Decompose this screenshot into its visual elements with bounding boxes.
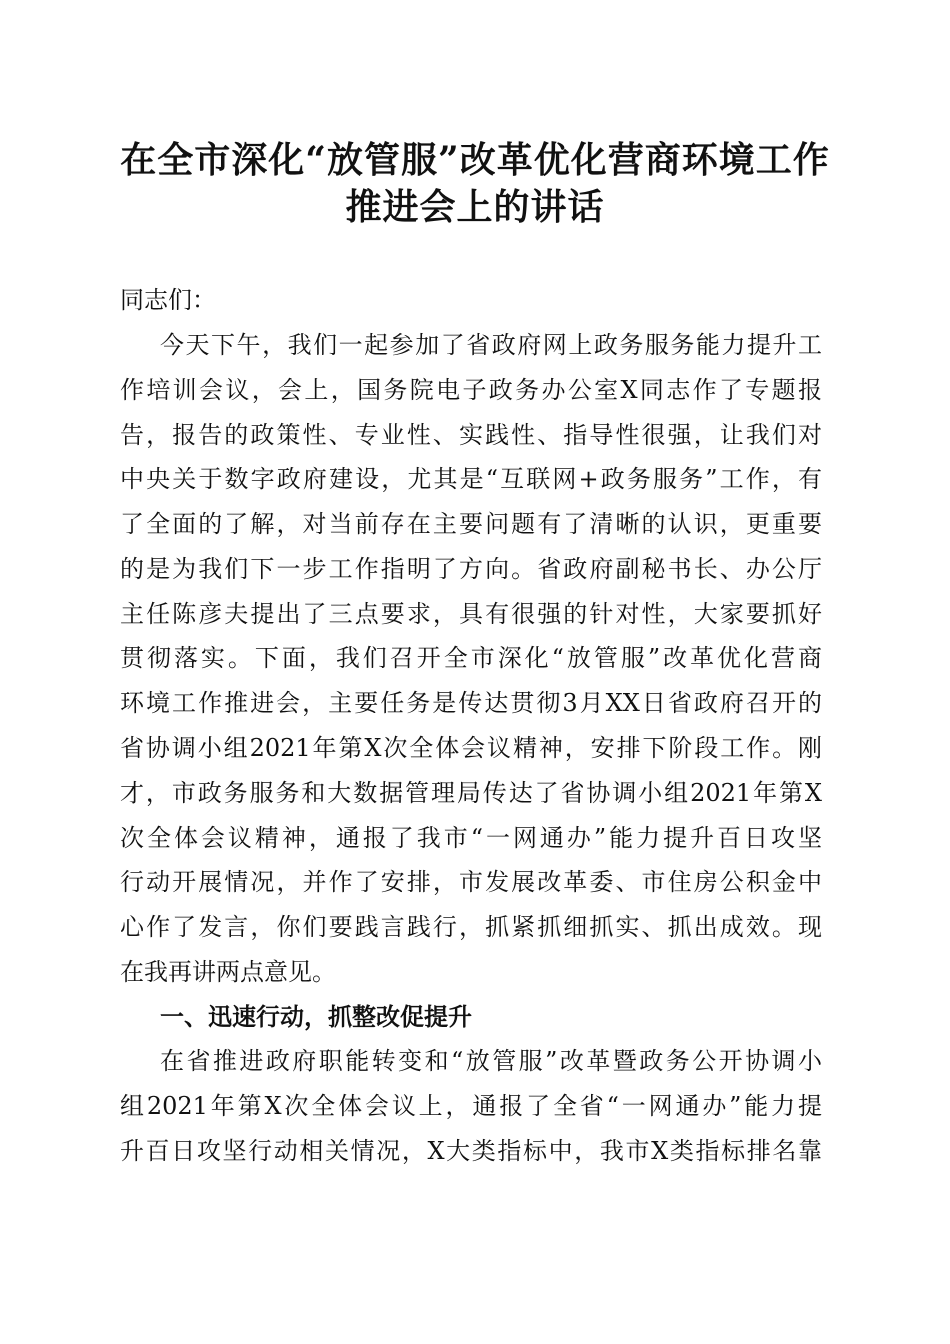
- paragraph-line: 贯彻落实。下面，我们召开全市深化“放管服”改革优化营商: [120, 644, 822, 672]
- paragraph-line: 在省推进政府职能转变和“放管服”改革暨政务公开协调小: [160, 1047, 822, 1075]
- paragraph-line: 行动开展情况，并作了安排，市发展改革委、市住房公积金中: [120, 868, 822, 896]
- paragraph-line: 告，报告的政策性、专业性、实践性、指导性很强，让我们对: [120, 421, 822, 449]
- paragraph-line: 作培训会议，会上，国务院电子政务办公室X同志作了专题报: [120, 376, 822, 404]
- section-heading: 一、迅速行动，抓整改促提升: [160, 1003, 472, 1031]
- document-title-line-1: 在全市深化“放管服”改革优化营商环境工作: [120, 139, 830, 181]
- paragraph-line: 了全面的了解，对当前存在主要问题有了清晰的认识，更重要: [120, 510, 822, 538]
- paragraph-line: 组2021年第X次全体会议上，通报了全省“一网通办”能力提: [120, 1092, 822, 1120]
- paragraph-line: 中央关于数字政府建设，尤其是“互联网+政务服务”工作，有: [120, 465, 822, 493]
- paragraph-line: 今天下午，我们一起参加了省政府网上政务服务能力提升工: [160, 331, 822, 359]
- paragraph-line: 省协调小组2021年第X次全体会议精神，安排下阶段工作。刚: [120, 734, 822, 762]
- paragraph-line: 在我再讲两点意见。: [120, 958, 336, 986]
- salutation: 同志们：: [120, 286, 216, 314]
- paragraph-line: 的是为我们下一步工作指明了方向。省政府副秘书长、办公厅: [120, 555, 822, 583]
- paragraph-line: 环境工作推进会，主要任务是传达贯彻3月XX日省政府召开的: [120, 689, 822, 717]
- document-title-line-2: 推进会上的讲话: [345, 186, 605, 228]
- paragraph-line: 升百日攻坚行动相关情况，X大类指标中，我市X类指标排名靠: [120, 1137, 822, 1165]
- paragraph-line: 才，市政务服务和大数据管理局传达了省协调小组2021年第X: [120, 779, 822, 807]
- paragraph-line: 主任陈彦夫提出了三点要求，具有很强的针对性，大家要抓好: [120, 600, 822, 628]
- paragraph-line: 次全体会议精神，通报了我市“一网通办”能力提升百日攻坚: [120, 824, 822, 852]
- paragraph-line: 心作了发言，你们要践言践行，抓紧抓细抓实、抓出成效。现: [120, 913, 822, 941]
